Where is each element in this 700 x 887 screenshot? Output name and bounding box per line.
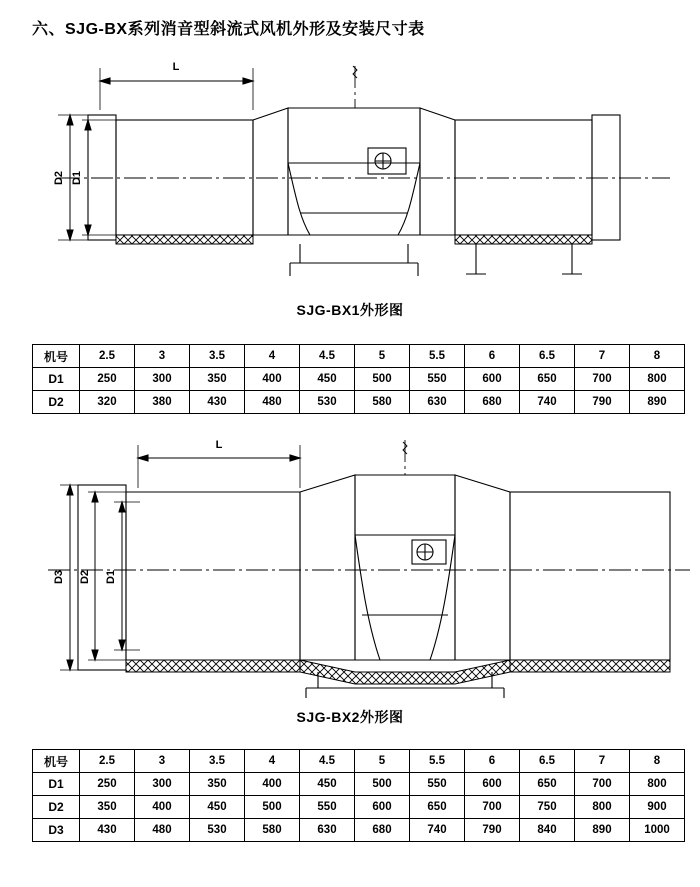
figure2-caption: SJG-BX2外形图: [296, 709, 404, 725]
table2-row0-val1: 300: [135, 773, 190, 796]
table1-row1-val10: 890: [630, 391, 685, 414]
table1-row1-label: D2: [33, 391, 80, 414]
figure1-caption: SJG-BX1外形图: [296, 302, 404, 318]
table1-row1-val1: 380: [135, 391, 190, 414]
table1-row0-val4: 450: [300, 368, 355, 391]
table2-model-9: 7: [575, 750, 630, 773]
table1-model-5: 5: [355, 345, 410, 368]
table2-header-label: 机号: [33, 750, 80, 773]
table2-model-6: 5.5: [410, 750, 465, 773]
table2-row1-val0: 350: [80, 796, 135, 819]
table2-row0-val3: 400: [245, 773, 300, 796]
table1-model-7: 6: [465, 345, 520, 368]
table-sjg-bx2: [32, 749, 685, 842]
table1-row1-val3: 480: [245, 391, 300, 414]
table1-row0-val10: 800: [630, 368, 685, 391]
table2-model-3: 4: [245, 750, 300, 773]
table1-row1-val5: 580: [355, 391, 410, 414]
table2-model-4: 4.5: [300, 750, 355, 773]
table2-row1-val9: 800: [575, 796, 630, 819]
table-row: [33, 819, 685, 842]
table-row: [33, 773, 685, 796]
figure-sjg-bx1: [0, 48, 700, 298]
table2-model-7: 6: [465, 750, 520, 773]
table2-model-8: 6.5: [520, 750, 575, 773]
table2-row1-val8: 750: [520, 796, 575, 819]
figure2-label-D2: D2: [79, 569, 91, 585]
table1-model-4: 4.5: [300, 345, 355, 368]
table2-row2-val6: 740: [410, 819, 465, 842]
figure2-label-L: L: [215, 440, 223, 451]
table2-row2-val0: 430: [80, 819, 135, 842]
table1-row0-val1: 300: [135, 368, 190, 391]
table2-model-10: 8: [630, 750, 685, 773]
table2-row0-val2: 350: [190, 773, 245, 796]
table1-model-3: 4: [245, 345, 300, 368]
page-title: 六、SJG-BX系列消音型斜流式风机外形及安装尺寸表: [32, 21, 425, 38]
table2-row0-val5: 500: [355, 773, 410, 796]
table2-row1-val7: 700: [465, 796, 520, 819]
table-row: [33, 368, 685, 391]
table2-row1-val6: 650: [410, 796, 465, 819]
table1-row0-val6: 550: [410, 368, 465, 391]
table2-model-5: 5: [355, 750, 410, 773]
table2-row2-val1: 480: [135, 819, 190, 842]
figure1-label-D1: D1: [71, 170, 83, 186]
table2-row2-val7: 790: [465, 819, 520, 842]
table2-row1-val4: 550: [300, 796, 355, 819]
table1-row0-label: D1: [33, 368, 80, 391]
table1-row1-val0: 320: [80, 391, 135, 414]
table-row-header: [33, 345, 685, 368]
table-sjg-bx2-wrapper: [32, 749, 685, 842]
table2-row2-val10: 1000: [630, 819, 685, 842]
table1-row0-val3: 400: [245, 368, 300, 391]
table1-row1-val4: 530: [300, 391, 355, 414]
table2-row2-label: D3: [33, 819, 80, 842]
table2-row0-val9: 700: [575, 773, 630, 796]
table2-row1-val1: 400: [135, 796, 190, 819]
table1-model-8: 6.5: [520, 345, 575, 368]
table1-row1-val9: 790: [575, 391, 630, 414]
table2-row1-val10: 900: [630, 796, 685, 819]
table1-row0-val5: 500: [355, 368, 410, 391]
table1-row0-val0: 250: [80, 368, 135, 391]
table1-model-10: 8: [630, 345, 685, 368]
table-row: [33, 391, 685, 414]
table-row: [33, 796, 685, 819]
table2-row0-val8: 650: [520, 773, 575, 796]
table2-row2-val3: 580: [245, 819, 300, 842]
table1-row1-val2: 430: [190, 391, 245, 414]
table1-row0-val7: 600: [465, 368, 520, 391]
table1-row0-val8: 650: [520, 368, 575, 391]
table2-model-1: 3: [135, 750, 190, 773]
table-sjg-bx1-wrapper: [32, 344, 685, 414]
table2-row2-val8: 840: [520, 819, 575, 842]
table2-row0-val6: 550: [410, 773, 465, 796]
table-row-header: [33, 750, 685, 773]
table1-header-label: 机号: [33, 345, 80, 368]
table2-row1-label: D2: [33, 796, 80, 819]
table1-model-6: 5.5: [410, 345, 465, 368]
table2-row2-val9: 890: [575, 819, 630, 842]
table2-row0-val4: 450: [300, 773, 355, 796]
table1-row0-val9: 700: [575, 368, 630, 391]
table2-row0-val0: 250: [80, 773, 135, 796]
table1-model-9: 7: [575, 345, 630, 368]
table1-model-2: 3.5: [190, 345, 245, 368]
table-sjg-bx1: [32, 344, 685, 414]
table2-row2-val2: 530: [190, 819, 245, 842]
table1-row1-val6: 630: [410, 391, 465, 414]
table1-row1-val8: 740: [520, 391, 575, 414]
table1-model-0: 2.5: [80, 345, 135, 368]
figure2-label-D1: D1: [105, 569, 117, 585]
table2-row2-val4: 630: [300, 819, 355, 842]
table2-row2-val5: 680: [355, 819, 410, 842]
table2-model-2: 3.5: [190, 750, 245, 773]
figure1-label-L: L: [172, 61, 180, 73]
table2-row0-val10: 800: [630, 773, 685, 796]
figure-sjg-bx2: [0, 440, 700, 705]
table2-row1-val3: 500: [245, 796, 300, 819]
table2-row0-val7: 600: [465, 773, 520, 796]
table1-row0-val2: 350: [190, 368, 245, 391]
table1-row1-val7: 680: [465, 391, 520, 414]
figure2-label-D3: D3: [53, 569, 65, 585]
table2-row1-val5: 600: [355, 796, 410, 819]
table2-row0-label: D1: [33, 773, 80, 796]
table2-row1-val2: 450: [190, 796, 245, 819]
table2-model-0: 2.5: [80, 750, 135, 773]
figure1-label-D2: D2: [53, 170, 65, 186]
table1-model-1: 3: [135, 345, 190, 368]
